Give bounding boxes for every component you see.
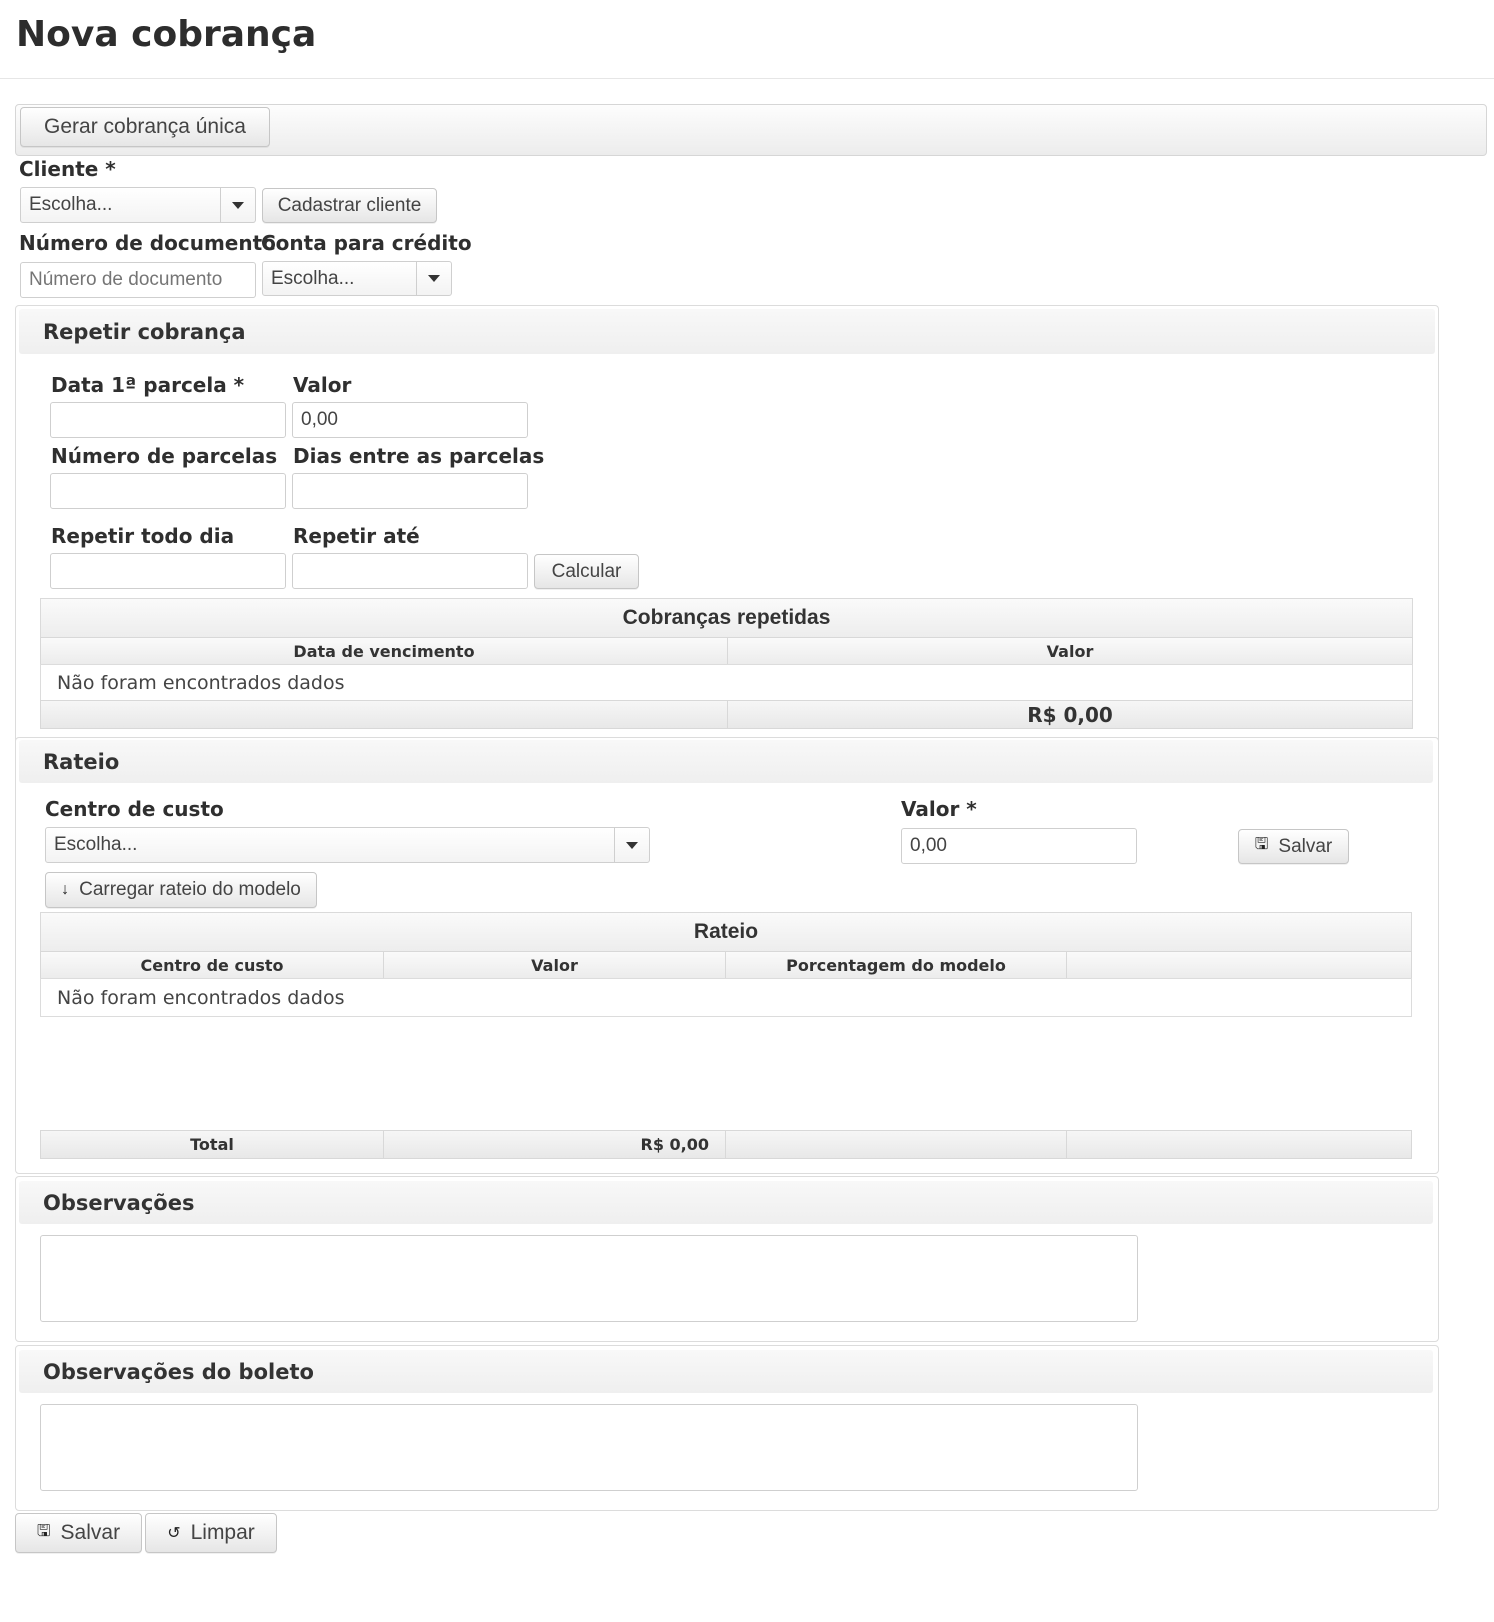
client-select[interactable]	[20, 187, 256, 223]
empty-row: Não foram encontrados dados	[40, 978, 1412, 1017]
floppy-icon: 🖫	[36, 1522, 51, 1540]
client-select-value: Escolha...	[29, 194, 113, 215]
column-header-value[interactable]: Valor	[727, 637, 1413, 665]
days-between-label: Dias entre as parcelas	[293, 444, 545, 468]
repeated-charges-total: R$ 0,00	[727, 700, 1413, 729]
caret-down-icon	[416, 262, 451, 295]
client-label: Cliente *	[19, 157, 116, 181]
repeat-day-label: Repetir todo dia	[51, 524, 235, 548]
rateio-header: Rateio	[19, 740, 1433, 783]
boleto-notes-header: Observações do boleto	[19, 1350, 1433, 1393]
column-header-model-percentage[interactable]: Porcentagem do modelo	[725, 951, 1067, 979]
rateio-table-caption: Rateio	[40, 912, 1412, 952]
first-installment-date-label: Data 1ª parcela *	[51, 373, 245, 397]
load-model-rateio-label: Carregar rateio do modelo	[79, 879, 301, 900]
cost-center-select[interactable]	[45, 827, 650, 863]
empty-row: Não foram encontrados dados	[40, 664, 1413, 701]
credit-account-select-value: Escolha...	[271, 267, 355, 289]
column-header-due-date[interactable]: Data de vencimento	[40, 637, 728, 665]
calculate-button[interactable]: Calcular	[534, 554, 639, 589]
column-header-value[interactable]: Valor	[383, 951, 726, 979]
repeat-charge-header: Repetir cobrança	[19, 309, 1435, 354]
document-number-label: Número de documento	[19, 231, 276, 255]
caret-down-icon	[220, 188, 255, 222]
footer-cell	[40, 700, 728, 729]
repeat-value-label: Valor	[293, 373, 352, 397]
rateio-total-label: Total	[40, 1130, 384, 1159]
load-model-rateio-button[interactable]	[45, 872, 317, 908]
register-client-button[interactable]: Cadastrar cliente	[262, 188, 437, 223]
column-header-actions	[1066, 951, 1412, 979]
rateio-total-value: R$ 0,00	[383, 1130, 726, 1159]
repeated-charges-caption: Cobranças repetidas	[40, 598, 1413, 638]
generate-single-charge-button[interactable]: Gerar cobrança única	[20, 107, 270, 147]
boleto-notes-textarea[interactable]	[40, 1404, 1138, 1491]
repeat-value-input[interactable]	[292, 402, 528, 438]
clear-label: Limpar	[190, 1521, 255, 1544]
notes-header: Observações	[19, 1181, 1433, 1224]
page-title: Nova cobrança	[16, 14, 317, 55]
save-button[interactable]	[15, 1513, 142, 1553]
column-header-cost-center[interactable]: Centro de custo	[40, 951, 384, 979]
rateio-value-label: Valor *	[901, 797, 977, 821]
footer-cell	[1066, 1130, 1412, 1159]
clear-button[interactable]	[145, 1513, 277, 1553]
document-number-input[interactable]	[20, 262, 256, 298]
notes-textarea[interactable]	[40, 1235, 1138, 1322]
installments-input[interactable]	[50, 473, 286, 509]
title-divider	[0, 78, 1494, 79]
rateio-save-button[interactable]	[1238, 829, 1349, 864]
save-label: Salvar	[60, 1521, 121, 1544]
installments-label: Número de parcelas	[51, 444, 278, 468]
repeat-until-input[interactable]	[292, 553, 528, 589]
credit-account-select[interactable]	[262, 261, 452, 296]
cost-center-label: Centro de custo	[45, 797, 224, 821]
cost-center-select-value: Escolha...	[54, 834, 138, 855]
repeat-day-input[interactable]	[50, 553, 286, 589]
footer-cell	[725, 1130, 1067, 1159]
credit-account-label: Conta para crédito	[261, 231, 472, 255]
first-installment-date-input[interactable]	[50, 402, 286, 438]
undo-icon: ↺	[167, 1525, 181, 1542]
arrow-down-icon: ↓	[61, 881, 70, 898]
days-between-input[interactable]	[292, 473, 528, 509]
rateio-value-input[interactable]	[901, 828, 1137, 864]
floppy-icon: 🖫	[1254, 836, 1269, 853]
repeat-until-label: Repetir até	[293, 524, 420, 548]
caret-down-icon	[614, 828, 649, 862]
rateio-save-label: Salvar	[1278, 835, 1333, 857]
